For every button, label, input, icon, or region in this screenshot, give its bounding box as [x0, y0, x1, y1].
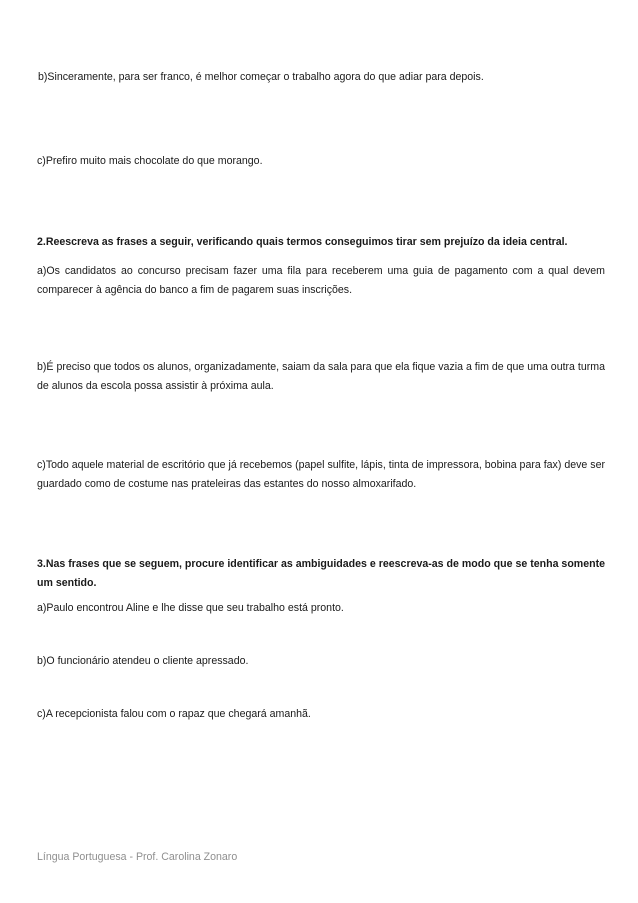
item-2b: b)É preciso que todos os alunos, organizadamente, saiam da sala para que ela fique vazia a fim de que uma outra turma de alunos da escola possa assistir à próxima aula.: [37, 361, 605, 392]
question-3-title: 3.Nas frases que se seguem, procure identificar as ambiguidades e reescreva-as de modo que se tenha somente um sentido.: [37, 558, 605, 589]
item-2a: a)Os candidatos ao concurso precisam fazer uma fila para receberem uma guia de pagamento com a qual devem comparecer à agência do banco a fim de pagarem suas inscrições.: [37, 265, 605, 296]
item-1b: b)Sinceramente, para ser franco, é melhor começar o trabalho agora do que adiar para depois.: [38, 71, 484, 83]
item-3c: c)A recepcionista falou com o rapaz que chegará amanhã.: [37, 708, 311, 720]
question-2-title: 2.Reescreva as frases a seguir, verificando quais termos conseguimos tirar sem prejuízo da ideia central.: [37, 236, 568, 248]
item-3b: b)O funcionário atendeu o cliente apressado.: [37, 655, 249, 667]
page-footer: Língua Portuguesa - Prof. Carolina Zonaro: [37, 851, 238, 863]
item-3a: a)Paulo encontrou Aline e lhe disse que seu trabalho está pronto.: [37, 602, 344, 614]
item-2c: c)Todo aquele material de escritório que já recebemos (papel sulfite, lápis, tinta de impressora, bobina para fax) deve ser guardado como de costume nas prateleiras das estantes do nosso almoxarifado.: [37, 459, 605, 490]
item-1c: c)Prefiro muito mais chocolate do que morango.: [37, 155, 263, 167]
